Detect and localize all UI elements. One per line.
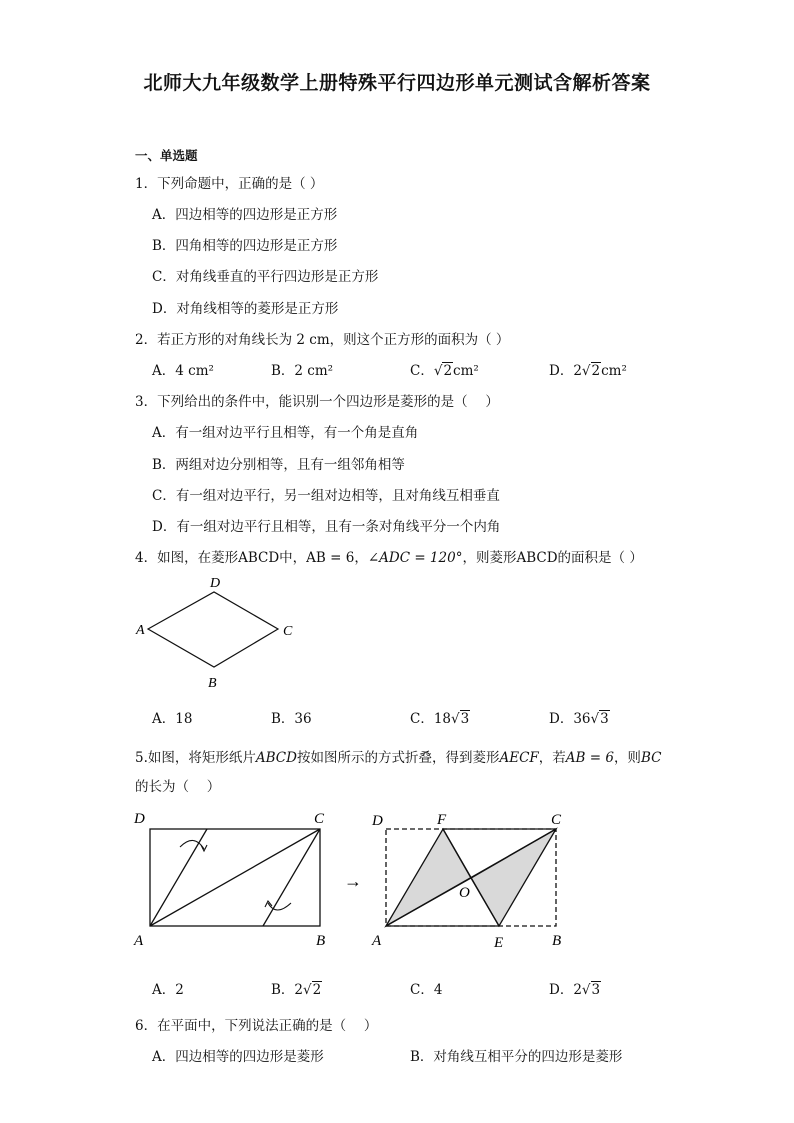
option-prefix: D．	[549, 982, 574, 998]
question-1-option-c: C．对角线垂直的平行四边形是正方形	[152, 269, 379, 285]
question-2-option-c	[410, 359, 479, 379]
sqrt-expression: √2	[433, 363, 453, 379]
math-abcd: ABCD	[255, 750, 297, 766]
question-2-option-d	[549, 359, 627, 379]
option-prefix: C．	[410, 363, 434, 379]
option-prefix: D．	[549, 711, 574, 727]
option-value: 18	[175, 711, 193, 727]
question-3-option-d: D．有一组对边平行且相等，且有一条对角线平分一个内角	[152, 519, 501, 535]
question-1-option-b: B．四角相等的四边形是正方形	[152, 238, 338, 254]
coefficient: 18	[433, 711, 452, 727]
stem-text: ，若	[538, 750, 566, 766]
math-aecf: AECF	[499, 750, 539, 766]
option-value: 4	[433, 982, 443, 998]
option-prefix: C．	[410, 711, 434, 727]
fig1-label-c: C	[314, 811, 325, 827]
option-prefix: C．	[410, 982, 434, 998]
radicand: 3	[600, 711, 609, 727]
rhombus-aecf-figure	[371, 812, 562, 951]
coefficient: 36	[573, 711, 591, 727]
question-4-stem	[135, 546, 643, 566]
radicand: 2	[443, 363, 453, 379]
option-prefix: A．	[152, 363, 176, 379]
fig1-label-b: B	[316, 933, 326, 949]
folding-figure	[128, 803, 598, 953]
question-5-option-a	[152, 978, 184, 998]
shaded-triangle-right	[471, 829, 556, 926]
question-3-option-b: B．两组对边分别相等，且有一组邻角相等	[152, 457, 405, 473]
fig2-label-b: B	[552, 933, 562, 949]
vertex-label-a: A	[136, 623, 145, 638]
fold-line-right	[263, 829, 320, 926]
rhombus-shape	[148, 592, 278, 667]
stem-text: 4．如图，在菱形ABCD中，AB = 6，	[135, 550, 368, 566]
question-5-stem-line-1	[135, 746, 661, 766]
fig1-label-a: A	[134, 933, 144, 949]
fig2-label-f: F	[437, 812, 447, 828]
option-value: 2 cm²	[294, 363, 334, 379]
option-unit: cm²	[453, 363, 479, 379]
question-2-stem: 2．若正方形的对角线长为 2 cm，则这个正方形的面积为（ ）	[135, 332, 510, 348]
math-bc: BC	[640, 750, 662, 766]
fig2-label-c: C	[551, 812, 562, 828]
radicand: 3	[460, 711, 470, 727]
stem-text: ，则菱形ABCD的面积是（ ）	[462, 550, 643, 566]
question-6-stem: 6．在平面中，下列说法正确的是（ ）	[135, 1018, 378, 1034]
fold-arrow-bottom-icon	[268, 903, 291, 910]
question-4-option-b	[271, 707, 312, 727]
fig2-label-a: A	[372, 933, 382, 949]
fig1-label-d: D	[134, 811, 145, 827]
option-prefix: B．	[271, 982, 295, 998]
option-value: 2	[175, 982, 184, 998]
question-3-option-a: A．有一组对边平行且相等，有一个角是直角	[152, 425, 419, 441]
fold-line-left	[150, 829, 207, 926]
option-value: 36	[294, 711, 312, 727]
question-2-option-a	[152, 359, 214, 379]
sqrt-expression: √2	[303, 982, 322, 998]
shaded-triangle-left	[386, 829, 471, 926]
transform-arrow-icon: →	[344, 871, 362, 891]
option-prefix: B．	[271, 711, 295, 727]
angle-expression: ∠ADC = 120°	[367, 550, 463, 566]
question-1-stem: 1．下列命题中，正确的是（ ）	[135, 176, 324, 192]
diagonal-ac	[150, 829, 320, 926]
fig2-label-e: E	[494, 935, 504, 951]
question-4-option-d	[549, 707, 610, 727]
question-1-option-d: D．对角线相等的菱形是正方形	[152, 301, 339, 317]
option-prefix: B．	[271, 363, 295, 379]
vertex-label-d: D	[210, 576, 221, 591]
question-4-option-a	[152, 707, 192, 727]
stem-text: 5.如图，将矩形纸片	[135, 750, 256, 766]
vertex-label-c: C	[283, 624, 293, 639]
option-prefix: A．	[152, 711, 176, 727]
option-prefix: D．	[549, 363, 574, 379]
math-ab-equals-6: AB = 6	[565, 750, 614, 766]
sqrt-expression: √3	[590, 711, 609, 727]
stem-text: ，则	[613, 750, 641, 766]
question-3-stem: 3．下列给出的条件中，能识别一个四边形是菱形的是（ ）	[135, 394, 499, 410]
radicand: 3	[591, 982, 601, 998]
sqrt-expression: √2	[581, 363, 601, 379]
question-5-option-d	[549, 978, 601, 998]
fig2-label-d: D	[372, 813, 383, 829]
question-4-option-c	[410, 707, 470, 727]
sqrt-expression: √3	[451, 711, 470, 727]
coefficient: 2	[573, 363, 582, 379]
option-prefix: A．	[152, 982, 176, 998]
question-5-option-b	[271, 978, 322, 998]
rhombus-figure	[130, 572, 310, 697]
stem-text: 按如图所示的方式折叠，得到菱形	[296, 750, 500, 766]
coefficient: 2	[294, 982, 304, 998]
question-5-stem-line-2: 的长为（ ）	[135, 779, 221, 795]
fold-arrow-top-icon	[180, 840, 204, 849]
question-3-option-c: C．有一组对边平行，另一组对边相等，且对角线互相垂直	[152, 488, 500, 504]
question-2-option-b	[271, 359, 333, 379]
question-1-option-a: A．四边相等的四边形是正方形	[152, 207, 338, 223]
document-title: 北师大九年级数学上册特殊平行四边形单元测试含解析答案	[143, 72, 651, 94]
question-5-option-c	[410, 978, 442, 998]
vertex-label-b: B	[208, 676, 217, 691]
option-value: 4 cm²	[175, 363, 214, 379]
fold-rectangle-figure	[133, 811, 325, 949]
radicand: 2	[591, 363, 601, 379]
question-6-option-b: B．对角线互相平分的四边形是菱形	[410, 1049, 623, 1065]
section-heading: 一、单选题	[135, 148, 198, 163]
fig2-label-o: O	[459, 885, 470, 901]
question-6-option-a: A．四边相等的四边形是菱形	[152, 1049, 324, 1065]
coefficient: 2	[573, 982, 582, 998]
option-unit: cm²	[601, 363, 627, 379]
radicand: 2	[312, 982, 322, 998]
sqrt-expression: √3	[581, 982, 601, 998]
